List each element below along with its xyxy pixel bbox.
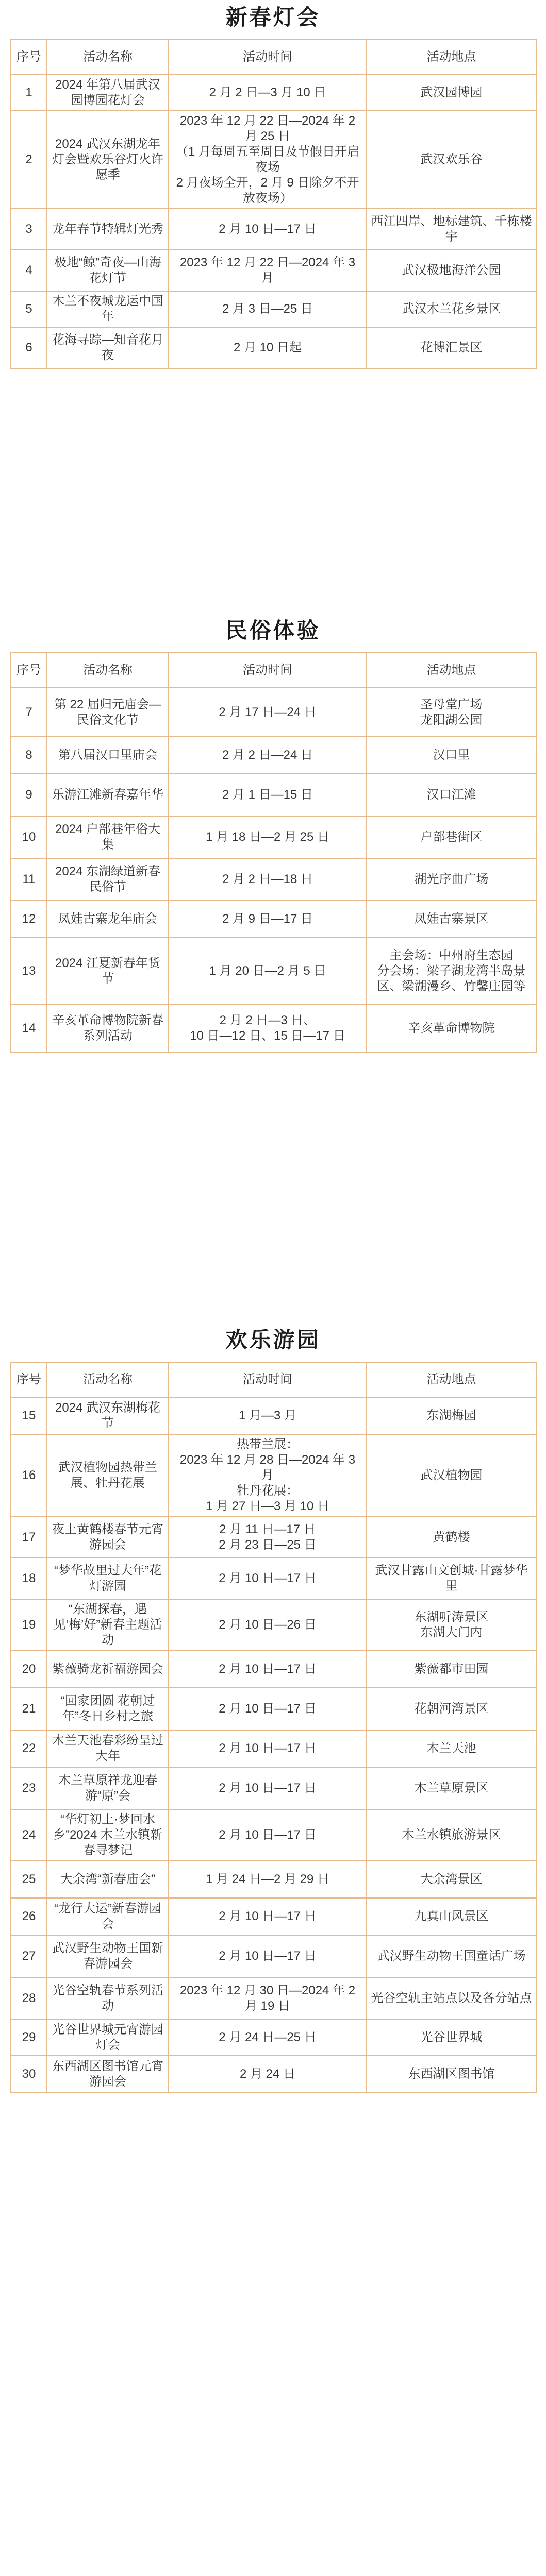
- event-time: 1 月 20 日—2 月 5 日: [169, 938, 367, 1005]
- event-name: 2024 东湖绿道新春民俗节: [47, 858, 169, 901]
- event-name: 2024 年第八届武汉园博园花灯会: [47, 75, 169, 111]
- event-name: 2024 江夏新春年货节: [47, 938, 169, 1005]
- event-location: 主会场：中州府生态园 分会场：梁子湖龙湾半岛景区、梁湖漫乡、竹馨庄园等: [367, 938, 536, 1005]
- event-number: 2: [11, 111, 47, 209]
- event-name: 光谷世界城元宵游园灯会: [47, 2020, 169, 2056]
- event-time: 2 月 9 日—17 日: [169, 901, 367, 938]
- event-location: 凤娃古寨景区: [367, 901, 536, 938]
- header-event-location: 活动地点: [367, 40, 536, 75]
- event-location: 辛亥革命博物院: [367, 1005, 536, 1052]
- event-location: 东湖梅园: [367, 1397, 536, 1434]
- event-number: 26: [11, 1898, 47, 1935]
- event-location: 武汉植物园: [367, 1434, 536, 1517]
- event-location: 汉口江滩: [367, 774, 536, 816]
- event-number: 29: [11, 2020, 47, 2056]
- events-table: [10, 652, 537, 1053]
- event-name: 大余湾“新春庙会”: [47, 1861, 169, 1898]
- event-location: 花朝河湾景区: [367, 1688, 536, 1730]
- header-number: 序号: [11, 1362, 47, 1397]
- event-number: 16: [11, 1434, 47, 1517]
- event-number: 17: [11, 1517, 47, 1558]
- event-time: 2 月 10 日—17 日: [169, 1558, 367, 1599]
- event-location: 木兰天池: [367, 1730, 536, 1767]
- event-time: 2 月 10 日—17 日: [169, 209, 367, 250]
- event-time: 2 月 2 日—3 月 10 日: [169, 75, 367, 111]
- header-event-time: 活动时间: [169, 1362, 367, 1397]
- event-name: 极地“鲸”奇夜—山海花灯节: [47, 250, 169, 291]
- table-row: [11, 1977, 536, 2020]
- event-number: 11: [11, 858, 47, 901]
- event-name: 第八届汉口里庙会: [47, 737, 169, 774]
- event-time: 2 月 24 日—25 日: [169, 2020, 367, 2056]
- event-location: 武汉欢乐谷: [367, 111, 536, 209]
- event-number: 18: [11, 1558, 47, 1599]
- event-time: 2023 年 12 月 30 日—2024 年 2 月 19 日: [169, 1977, 367, 2020]
- event-number: 23: [11, 1767, 47, 1809]
- event-time: 2 月 24 日: [169, 2056, 367, 2093]
- event-time: 1 月 24 日—2 月 29 日: [169, 1861, 367, 1898]
- event-time: 热带兰展： 2023 年 12 月 28 日—2024 年 3 月 牡丹花展： 1 月 27 日—3 月 10 日: [169, 1434, 367, 1517]
- event-number: 5: [11, 291, 47, 327]
- table-row: [11, 1558, 536, 1599]
- event-time: 2 月 2 日—3 日、 10 日—12 日、15 日—17 日: [169, 1005, 367, 1052]
- event-time: 2 月 11 日—17 日 2 月 23 日—25 日: [169, 1517, 367, 1558]
- event-time: 2 月 10 日—17 日: [169, 1730, 367, 1767]
- table-row: [11, 737, 536, 774]
- event-name: 木兰草原祥龙迎春游“原”会: [47, 1767, 169, 1809]
- table-row: [11, 1599, 536, 1651]
- event-location: 武汉极地海洋公园: [367, 250, 536, 291]
- section-title: 新春灯会: [225, 5, 321, 30]
- event-number: 3: [11, 209, 47, 250]
- table-row: [11, 816, 536, 858]
- section-title: 民俗体验: [225, 618, 321, 643]
- event-name: 光谷空轨春节系列活动: [47, 1977, 169, 2020]
- table-header-row: [11, 40, 536, 75]
- event-number: 8: [11, 737, 47, 774]
- table-row: [11, 1809, 536, 1861]
- event-location: 西江四岸、地标建筑、千栋楼宇: [367, 209, 536, 250]
- event-time: 2 月 10 日—17 日: [169, 1688, 367, 1730]
- table-row: [11, 327, 536, 368]
- event-time: 1 月 18 日—2 月 25 日: [169, 816, 367, 858]
- event-name: 武汉野生动物王国新春游园会: [47, 1935, 169, 1977]
- table-row: [11, 1861, 536, 1898]
- event-location: 武汉园博园: [367, 75, 536, 111]
- event-time: 2 月 10 日—26 日: [169, 1599, 367, 1651]
- event-location: 汉口里: [367, 737, 536, 774]
- event-name: 第 22 届归元庙会—民俗文化节: [47, 688, 169, 737]
- event-location: 东西湖区图书馆: [367, 2056, 536, 2093]
- event-time: 2 月 10 日—17 日: [169, 1651, 367, 1688]
- events-table: [10, 39, 537, 369]
- event-time: 2 月 17 日—24 日: [169, 688, 367, 737]
- table-row: [11, 2020, 536, 2056]
- event-number: 27: [11, 1935, 47, 1977]
- event-location: 武汉甘露山文创城·甘露梦华里: [367, 1558, 536, 1599]
- event-location: 紫薇都市田园: [367, 1651, 536, 1688]
- event-location: 木兰水镇旅游景区: [367, 1809, 536, 1861]
- event-number: 19: [11, 1599, 47, 1651]
- event-location: 九真山风景区: [367, 1898, 536, 1935]
- event-name: 武汉植物园热带兰展、牡丹花展: [47, 1434, 169, 1517]
- table-row: [11, 111, 536, 209]
- table-header-row: [11, 653, 536, 688]
- event-location: 大余湾景区: [367, 1861, 536, 1898]
- event-number: 22: [11, 1730, 47, 1767]
- event-time: 2 月 1 日—15 日: [169, 774, 367, 816]
- event-location: 木兰草原景区: [367, 1767, 536, 1809]
- table-row: [11, 1730, 536, 1767]
- event-number: 7: [11, 688, 47, 737]
- event-number: 15: [11, 1397, 47, 1434]
- event-number: 13: [11, 938, 47, 1005]
- event-name: 凤娃古寨龙年庙会: [47, 901, 169, 938]
- table-row: [11, 1517, 536, 1558]
- event-name: 2024 户部巷年俗大集: [47, 816, 169, 858]
- event-name: 辛亥革命博物院新春系列活动: [47, 1005, 169, 1052]
- event-number: 25: [11, 1861, 47, 1898]
- event-name: 夜上黄鹤楼春节元宵游园会: [47, 1517, 169, 1558]
- event-number: 28: [11, 1977, 47, 2020]
- header-number: 序号: [11, 40, 47, 75]
- event-location: 黄鹤楼: [367, 1517, 536, 1558]
- event-location: 湖光序曲广场: [367, 858, 536, 901]
- table-row: [11, 901, 536, 938]
- event-name: “龙行大运”新春游园会: [47, 1898, 169, 1935]
- table-row: [11, 1935, 536, 1977]
- table-row: [11, 1767, 536, 1809]
- header-event-name: 活动名称: [47, 653, 169, 688]
- event-number: 20: [11, 1651, 47, 1688]
- event-number: 6: [11, 327, 47, 368]
- table-row: [11, 1397, 536, 1434]
- table-row: [11, 291, 536, 327]
- event-location: 户部巷街区: [367, 816, 536, 858]
- table-row: [11, 1898, 536, 1935]
- table-row: [11, 209, 536, 250]
- event-time: 2 月 10 日—17 日: [169, 1898, 367, 1935]
- header-event-location: 活动地点: [367, 1362, 536, 1397]
- table-row: [11, 858, 536, 901]
- event-name: 木兰天池春彩纷呈过大年: [47, 1730, 169, 1767]
- event-number: 21: [11, 1688, 47, 1730]
- event-name: “东湖探春，遇见‘梅’好”新春主题活动: [47, 1599, 169, 1651]
- table-row: [11, 250, 536, 291]
- event-location: 武汉野生动物王国童话广场: [367, 1935, 536, 1977]
- event-location: 东湖听涛景区 东湖大门内: [367, 1599, 536, 1651]
- table-row: [11, 1651, 536, 1688]
- event-location: 光谷空轨主站点以及各分站点: [367, 1977, 536, 2020]
- table-row: [11, 774, 536, 816]
- event-number: 24: [11, 1809, 47, 1861]
- table-row: [11, 1688, 536, 1730]
- event-time: 2 月 10 日—17 日: [169, 1767, 367, 1809]
- event-number: 10: [11, 816, 47, 858]
- event-time: 2 月 3 日—25 日: [169, 291, 367, 327]
- header-event-location: 活动地点: [367, 653, 536, 688]
- event-time: 2 月 10 日—17 日: [169, 1935, 367, 1977]
- header-number: 序号: [11, 653, 47, 688]
- event-number: 9: [11, 774, 47, 816]
- event-time: 2023 年 12 月 22 日—2024 年 2 月 25 日 （1 月每周五至周日及节假日开启夜场 2 月夜场全开，2 月 9 日除夕不开放夜场）: [169, 111, 367, 209]
- table-row: [11, 2056, 536, 2093]
- event-name: 2024 武汉东湖龙年灯会暨欢乐谷灯火许愿季: [47, 111, 169, 209]
- header-event-name: 活动名称: [47, 1362, 169, 1397]
- event-name: “回家团圆 花朝过年”冬日乡村之旅: [47, 1688, 169, 1730]
- event-number: 30: [11, 2056, 47, 2093]
- event-location: 圣母堂广场 龙阳湖公园: [367, 688, 536, 737]
- table-row: [11, 688, 536, 737]
- event-name: 木兰不夜城龙运中国年: [47, 291, 169, 327]
- event-time: 2023 年 12 月 22 日—2024 年 3 月: [169, 250, 367, 291]
- event-location: 光谷世界城: [367, 2020, 536, 2056]
- event-name: 龙年春节特辑灯光秀: [47, 209, 169, 250]
- header-event-name: 活动名称: [47, 40, 169, 75]
- event-number: 1: [11, 75, 47, 111]
- table-row: [11, 938, 536, 1005]
- table-row: [11, 1434, 536, 1517]
- event-name: 乐游江滩新春嘉年华: [47, 774, 169, 816]
- event-number: 14: [11, 1005, 47, 1052]
- event-time: 2 月 2 日—24 日: [169, 737, 367, 774]
- event-number: 4: [11, 250, 47, 291]
- event-location: 武汉木兰花乡景区: [367, 291, 536, 327]
- event-time: 2 月 10 日—17 日: [169, 1809, 367, 1861]
- event-name: “华灯初上·梦回水乡”2024 木兰水镇新春寻梦记: [47, 1809, 169, 1861]
- event-time: 2 月 10 日起: [169, 327, 367, 368]
- event-name: “梦华故里过大年”花灯游园: [47, 1558, 169, 1599]
- event-time: 1 月—3 月: [169, 1397, 367, 1434]
- event-name: 东西湖区图书馆元宵游园会: [47, 2056, 169, 2093]
- event-location: 花博汇景区: [367, 327, 536, 368]
- event-name: 花海寻踪—知音花月夜: [47, 327, 169, 368]
- table-row: [11, 75, 536, 111]
- event-name: 2024 武汉东湖梅花节: [47, 1397, 169, 1434]
- event-name: 紫薇骑龙祈福游园会: [47, 1651, 169, 1688]
- section-title: 欢乐游园: [225, 1327, 321, 1352]
- table-header-row: [11, 1362, 536, 1397]
- events-table: [10, 1362, 537, 2093]
- event-time: 2 月 2 日—18 日: [169, 858, 367, 901]
- event-number: 12: [11, 901, 47, 938]
- header-event-time: 活动时间: [169, 653, 367, 688]
- table-row: [11, 1005, 536, 1052]
- header-event-time: 活动时间: [169, 40, 367, 75]
